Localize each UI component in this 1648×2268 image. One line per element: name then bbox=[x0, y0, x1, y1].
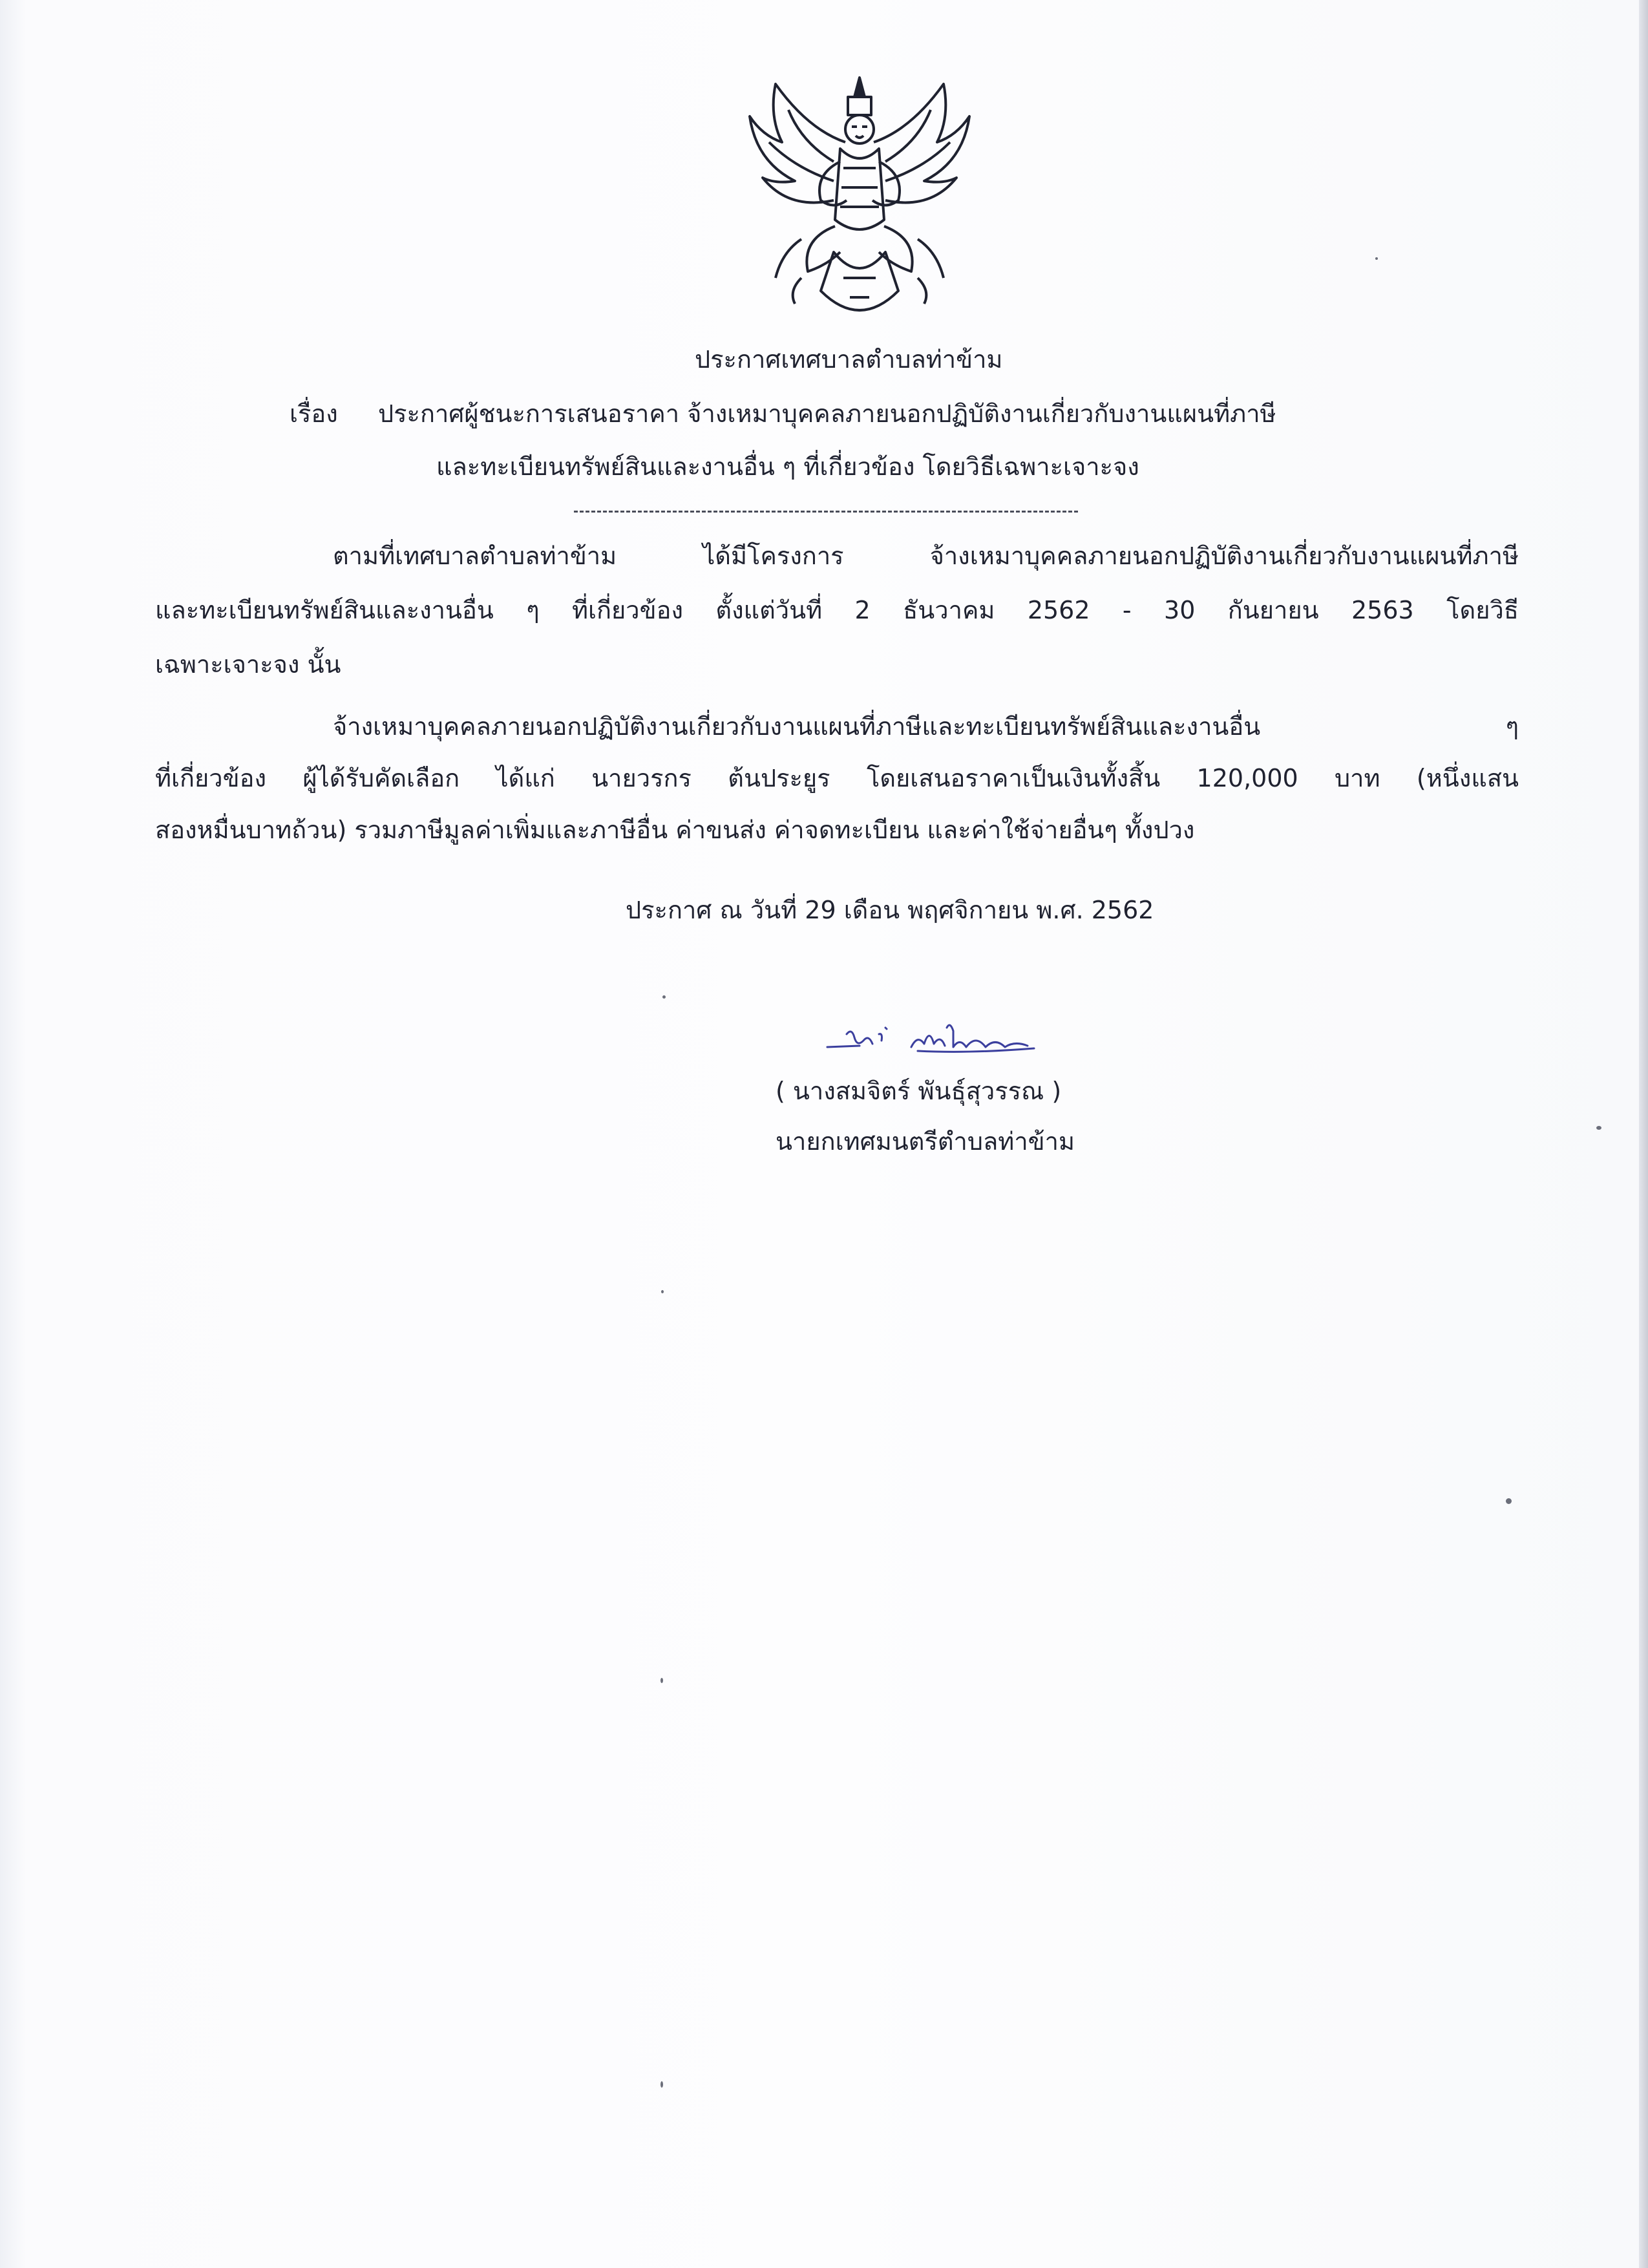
scan-speck bbox=[660, 2081, 663, 2088]
para1-line2: และทะเบียนทรัพย์สินและงานอื่น ๆ ที่เกี่ยวข้อง ตั้งแต่วันที่ 2 ธันวาคม 2562 - 30 กันยายน 2563 โดยวิธี bbox=[155, 596, 1519, 624]
issuer-title: ประกาศเทศบาลตำบลท่าข้าม bbox=[695, 345, 1003, 374]
scan-speck bbox=[1506, 1498, 1512, 1504]
announcement-date: ประกาศ ณ วันที่ 29 เดือน พฤศจิกายน พ.ศ. 2562 bbox=[626, 896, 1154, 924]
page-edge-shadow bbox=[1639, 0, 1648, 2268]
signer-position: นายกเทศมนตรีตำบลท่าข้าม bbox=[776, 1127, 1075, 1156]
scan-speck bbox=[662, 995, 666, 999]
subject-line-1: ประกาศผู้ชนะการเสนอราคา จ้างเหมาบุคคลภายนอกปฏิบัติงานเกี่ยวกับงานแผนที่ภาษี bbox=[378, 399, 1276, 428]
para2-line3: สองหมื่นบาทถ้วน) รวมภาษีมูลค่าเพิ่มและภาษีอื่น ค่าขนส่ง ค่าจดทะเบียน และค่าใช้จ่ายอื่นๆ ทั้งปวง bbox=[155, 816, 1195, 844]
scan-speck bbox=[661, 1290, 664, 1293]
subject-label: เรื่อง bbox=[290, 399, 338, 428]
subject-line-2: และทะเบียนทรัพย์สินและงานอื่น ๆ ที่เกี่ยวข้อง โดยวิธีเฉพาะเจาะจง bbox=[436, 452, 1139, 481]
scan-speck bbox=[1596, 1126, 1601, 1130]
para1-line1: ตามที่เทศบาลตำบลท่าข้าม ได้มีโครงการ จ้างเหมาบุคคลภายนอกปฏิบัติงานเกี่ยวกับงานแผนที่ภาษี bbox=[333, 542, 1519, 570]
dashed-divider bbox=[574, 511, 1078, 513]
garuda-emblem-icon bbox=[737, 71, 982, 330]
para2-line1: จ้างเหมาบุคคลภายนอกปฏิบัติงานเกี่ยวกับงานแผนที่ภาษีและทะเบียนทรัพย์สินและงานอื่น ๆ bbox=[333, 712, 1519, 741]
para2-line2: ที่เกี่ยวข้อง ผู้ได้รับคัดเลือก ได้แก่ นายวรกร ต้นประยูร โดยเสนอราคาเป็นเงินทั้งสิ้น 120,000 บาท (หนึ่งแสน bbox=[155, 764, 1519, 792]
scan-speck bbox=[660, 1678, 663, 1683]
signer-name: ( นางสมจิตร์ พันธุ์สุวรรณ ) bbox=[776, 1077, 1062, 1105]
para1-line3: เฉพาะเจาะจง นั้น bbox=[155, 650, 341, 679]
scan-speck bbox=[1375, 257, 1378, 260]
handwritten-signature-icon bbox=[821, 1015, 1041, 1066]
